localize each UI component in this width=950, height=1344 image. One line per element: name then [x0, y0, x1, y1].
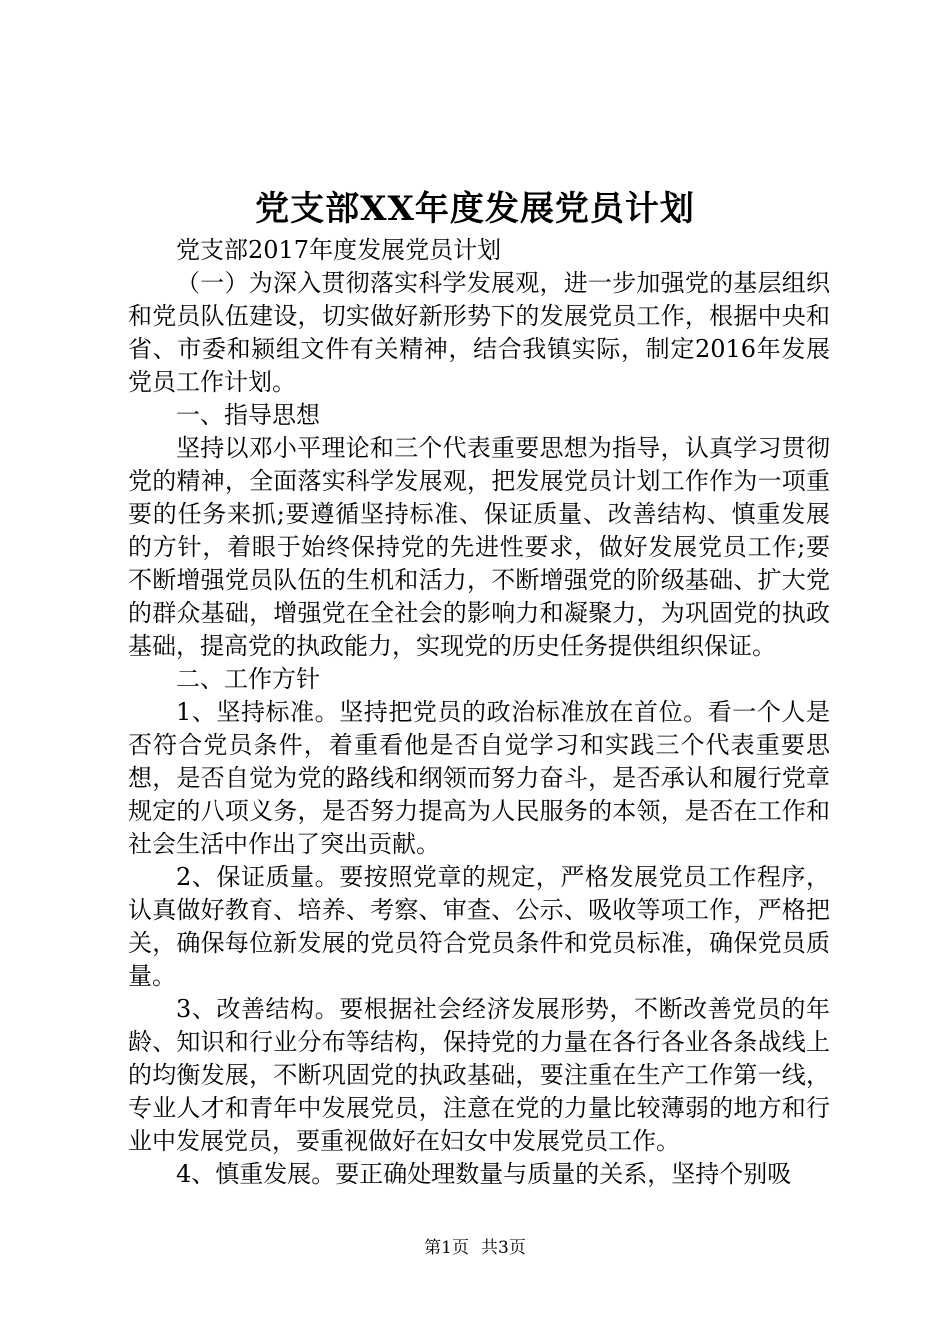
document-title: 党支部XX年度发展党员计划: [255, 189, 695, 229]
page-footer: [0, 1236, 950, 1260]
section-heading-guiding-ideology: 一、指导思想: [176, 401, 320, 429]
paragraph-item-2: 2、保证质量。要按照党章的规定，严格发展党员工作程序，认真做好教育、培养、考察、审查、公示、吸收等项工作，严格把关，确保每位新发展的党员符合党员条件和党员标准，确保党员质量。: [128, 863, 830, 990]
paragraph-item-3: 3、改善结构。要根据社会经济发展形势，不断改善党员的年龄、知识和行业分布等结构，保持党的力量在各行各业各条战线上的均衡发展，不断巩固党的执政基础，要注重在生产工作第一线，专业人才和青年中发展党员，注意在党的力量比较薄弱的地方和行业中发展党员，要重视做好在妇女中发展党员工作。: [128, 995, 830, 1155]
paragraph-intro: （一）为深入贯彻落实科学发展观，进一步加强党的基层组织和党员队伍建设，切实做好新形势下的发展党员工作，根据中央和省、市委和颍组文件有关精神，结合我镇实际，制定2016年发展党员工作计划。: [128, 269, 830, 396]
section-heading-work-policy: 二、工作方针: [176, 665, 320, 693]
paragraph-guiding-ideology: 坚持以邓小平理论和三个代表重要思想为指导，认真学习贯彻党的精神，全面落实科学发展观，把发展党员计划工作作为一项重要的任务来抓;要遵循坚持标准、保证质量、改善结构、慎重发展的方针，着眼于始终保持党的先进性要求，做好发展党员工作;要不断增强党员队伍的生机和活力，不断增强党的阶级基础、扩大党的群众基础，增强党在全社会的影响力和凝聚力，为巩固党的执政基础，提高党的执政能力，实现党的历史任务提供组织保证。: [128, 434, 830, 660]
page-total: 共3页: [481, 1238, 526, 1258]
document-body: [128, 234, 830, 1191]
paragraph-item-1: 1、坚持标准。坚持把党员的政治标准放在首位。看一个人是否符合党员条件，着重看他是否自觉学习和实践三个代表重要思想，是否自觉为党的路线和纲领而努力奋斗，是否承认和履行党章规定的八项义务，是否努力提高为人民服务的本领，是否在工作和社会生活中作出了突出贡献。: [128, 698, 830, 858]
paragraph-subtitle: 党支部2017年度发展党员计划: [176, 236, 502, 264]
page-number: 第1页: [424, 1238, 469, 1258]
paragraph-item-4: 4、慎重发展。要正确处理数量与质量的关系，坚持个别吸: [176, 1160, 792, 1188]
